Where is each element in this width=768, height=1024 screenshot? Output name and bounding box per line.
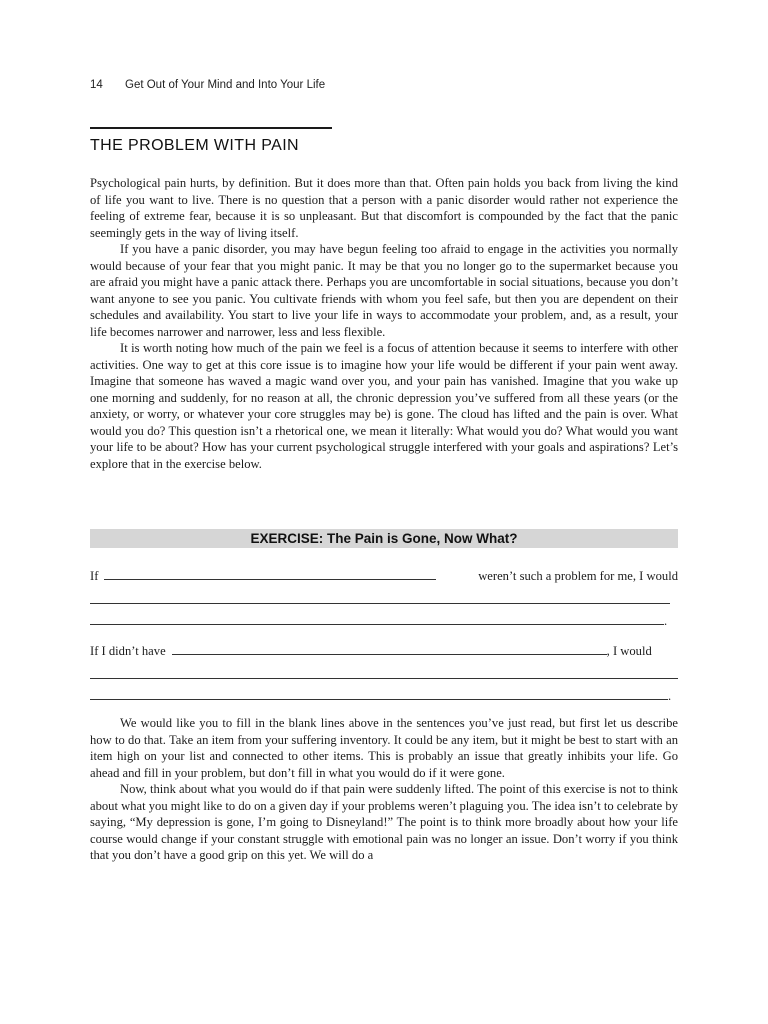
exercise-title: EXERCISE: The Pain is Gone, Now What? (90, 529, 678, 548)
book-title: Get Out of Your Mind and Into Your Life (125, 79, 326, 91)
answer-line (90, 592, 678, 608)
section-rule (90, 127, 332, 129)
answer-line (90, 688, 678, 704)
after-exercise-text (90, 715, 678, 864)
section-title: THE PROBLEM WITH PAIN (90, 137, 300, 154)
paragraph: Now, think about what you would do if that pain were suddenly lifted. The point of this exercise is not to think about what you might like to do on a given day if your problems weren’t plaguing you. The idea isn’t to celebrate by saying, “My depression is gone, I’m going to Disneyland!” The point is to think more broadly about how your life course would change if your constant struggle with emotional pain was no longer an issue. Don’t worry if you think that you don’t have a good grip on this yet. We will do a (90, 782, 678, 862)
intro-text (90, 175, 678, 472)
answer-line (90, 667, 678, 683)
running-header (90, 79, 325, 91)
blank-line[interactable] (90, 688, 668, 700)
paragraph: We would like you to fill in the blank lines above in the sentences you’ve just read, but first let us describe how to do that. Take an item from your suffering inventory. It could be any item, but it might be best to start with an item high on your list and connected to other items. This is probably an issue that greatly inhibits your life. Go ahead and fill in your problem, but don’t fill in what you would do if it were gone. (90, 716, 678, 780)
blank-line[interactable] (90, 613, 664, 625)
answer-line (90, 613, 678, 629)
blank-line[interactable] (90, 667, 678, 679)
period: . (664, 614, 668, 628)
blank-line[interactable] (172, 643, 607, 655)
paragraph: Psychological pain hurts, by definition. But it does more than that. Often pain holds you back from living the kind of life you want to live. There is no question that a person with a panic disorder would rather not experience the feeling of extreme fear, because it is so unpleasant. But that discomfort is compounded by the fact that the panic seemingly gets in the way of living itself. (90, 176, 678, 240)
period: . (668, 689, 672, 703)
prompt-2-end: , I would (606, 644, 652, 658)
page-number: 14 (90, 79, 103, 91)
prompt-2-start: If I didn’t have (90, 644, 166, 658)
prompt-1-start: If (90, 569, 99, 583)
paragraph: It is worth noting how much of the pain we feel is a focus of attention because it seems to interfere with other activities. One way to get at this core issue is to imagine how your life would be different if your pain went away. Imagine that someone has waved a magic wand over you, and your pain has vanished. Imagine that you wake up one morning and suddenly, for no reason at all, the chronic depression you’ve suffered from all these years (or the anxiety, or worry, or whatever your core struggles may be) is gone. The cloud has lifted and the pain is over. What would you do? This question isn’t a rhetorical one, we mean it literally: What would you do? What would you want your life to be about? How has your current psychological struggle interfered with your goals and aspirations? Let’s explore that in the exercise below. (90, 341, 678, 471)
exercise-prompt-1 (90, 568, 678, 584)
paragraph: If you have a panic disorder, you may have begun feeling too afraid to engage in the activities you normally would because of your fear that you might panic. It may be that you no longer go to the supermarket because you are afraid you might have a panic attack there. Perhaps you are uncomfortable in social situations, because you don’t want anyone to see you panic. You cultivate friends with whom you feel safe, but then you are dependent on their schedules and availability. You start to live your life in ways to accommodate your problem, and, as a result, your life becomes narrower and narrower, less and less flexible. (90, 242, 678, 339)
prompt-1-end: weren’t such a problem for me, I would (478, 569, 678, 583)
blank-line[interactable] (90, 592, 670, 604)
blank-line[interactable] (104, 568, 436, 580)
exercise-prompt-2 (90, 643, 678, 659)
